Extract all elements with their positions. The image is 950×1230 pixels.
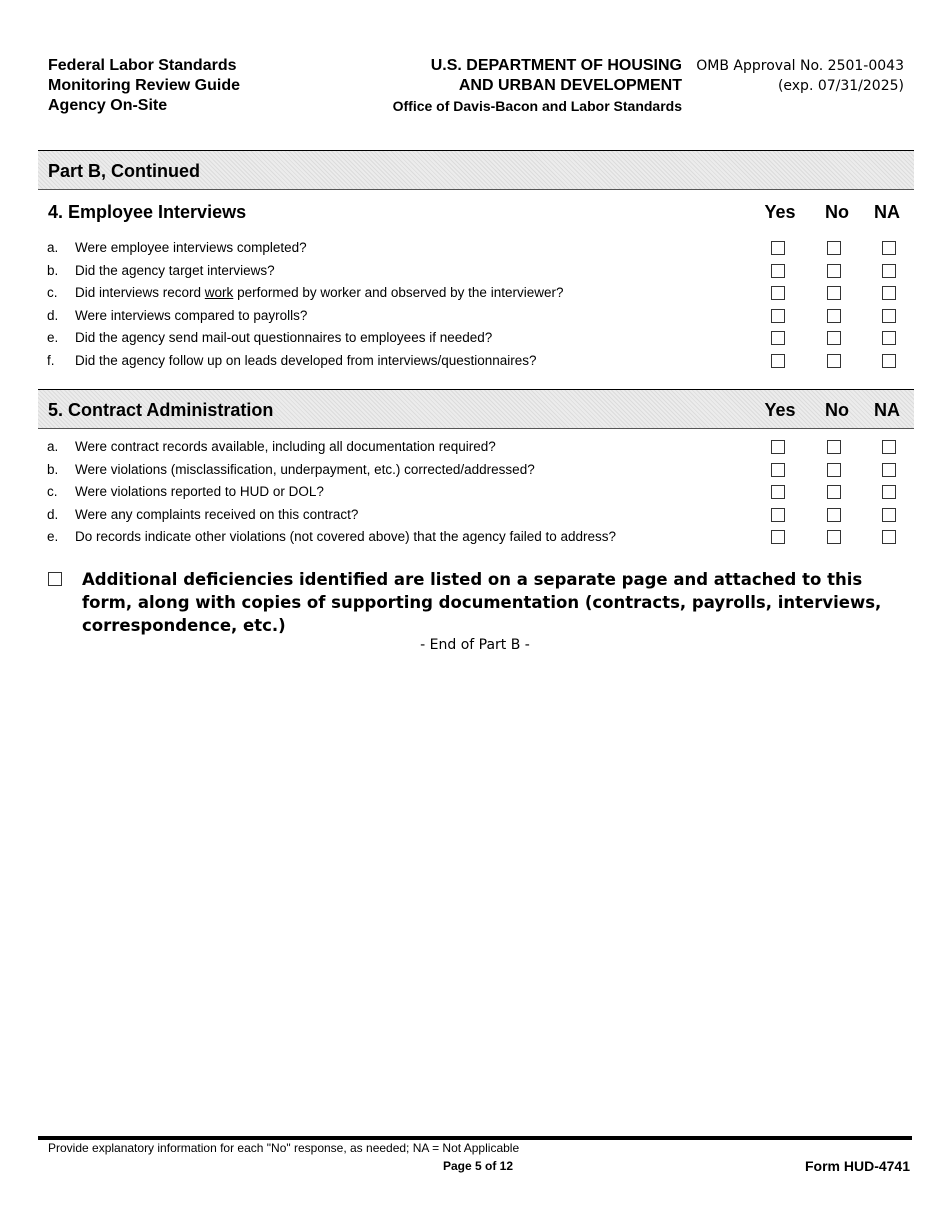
na-checkbox[interactable] [882, 485, 896, 499]
question-text: Did the agency target interviews? [75, 262, 275, 278]
question-text-start: Did interviews record [75, 285, 205, 301]
question-letter: b. [47, 461, 59, 477]
na-checkbox[interactable] [882, 530, 896, 544]
na-checkbox[interactable] [882, 331, 896, 345]
na-checkbox[interactable] [882, 508, 896, 522]
na-checkbox[interactable] [882, 354, 896, 368]
na-checkbox[interactable] [882, 286, 896, 300]
na-checkbox[interactable] [882, 241, 896, 255]
no-checkbox[interactable] [827, 485, 841, 499]
na-checkbox[interactable] [882, 440, 896, 454]
column-na-header: NA [874, 400, 900, 420]
question-row [38, 260, 914, 283]
question-text: Were any complaints received on this contract? [75, 506, 359, 522]
question-letter: f. [47, 352, 55, 368]
question-row [38, 237, 914, 260]
question-row [38, 350, 914, 373]
question-row [38, 526, 914, 549]
footer-note: Provide explanatory information for each "No" response, as needed; NA = Not Applicable [48, 1141, 520, 1155]
question-text: Do records indicate other violations (not covered above) that the agency failed to address? [75, 529, 617, 545]
question-letter: a. [47, 240, 59, 255]
no-checkbox[interactable] [827, 286, 841, 300]
omb-approval [696, 56, 904, 96]
question-letter: c. [47, 285, 58, 301]
question-row [38, 327, 914, 350]
question-text-underlined: work [204, 285, 234, 301]
department-heading [300, 56, 682, 116]
question-row [38, 436, 914, 459]
no-checkbox[interactable] [827, 463, 841, 477]
form-title-line: Federal Labor Standards [48, 57, 237, 74]
section-title: 4. Employee Interviews [48, 202, 247, 222]
no-checkbox[interactable] [827, 264, 841, 278]
na-checkbox[interactable] [882, 264, 896, 278]
yes-checkbox[interactable] [771, 286, 785, 300]
column-no-header: No [825, 202, 849, 222]
question-text: Were violations (misclassification, underpayment, etc.) corrected/addressed? [75, 461, 535, 477]
part-header-bar [38, 150, 914, 190]
form-number: Form HUD-4741 [804, 1158, 910, 1174]
yes-checkbox[interactable] [771, 485, 785, 499]
footer-rule [38, 1136, 912, 1140]
question-row [38, 459, 914, 482]
form-title-line: Agency On-Site [48, 97, 168, 114]
question-text: Did the agency send mail-out questionnaires to employees if needed? [75, 330, 493, 346]
yes-checkbox[interactable] [771, 508, 785, 522]
question-letter: e. [47, 529, 59, 545]
no-checkbox[interactable] [827, 508, 841, 522]
office-name: Office of Davis-Bacon and Labor Standards [392, 98, 682, 114]
form-title [48, 56, 240, 116]
question-text: Were contract records available, including all documentation required? [75, 439, 496, 454]
yes-checkbox[interactable] [771, 440, 785, 454]
no-checkbox[interactable] [827, 331, 841, 345]
section-title: 5. Contract Administration [48, 400, 274, 420]
section-contract-administration [38, 389, 914, 549]
page-number: Page 5 of 12 [442, 1159, 514, 1173]
section-header [38, 389, 914, 429]
question-letter: a. [47, 439, 59, 454]
yes-checkbox[interactable] [771, 241, 785, 255]
section-employee-interviews [38, 192, 914, 373]
question-text: Were interviews compared to payrolls? [75, 307, 308, 323]
form-title-line: Monitoring Review Guide [48, 77, 241, 94]
question-letter: d. [47, 307, 59, 323]
question-letter: c. [47, 484, 58, 500]
end-of-part-text: - End of Part B - [420, 637, 530, 653]
question-text-end: performed by worker and observed by the interviewer? [233, 285, 564, 301]
part-title: Part B, Continued [48, 161, 200, 181]
omb-expiration: (exp. 07/31/2025) [777, 78, 904, 94]
question-text: Were violations reported to HUD or DOL? [75, 484, 324, 500]
additional-deficiencies-text: Additional deficiencies identified are listed on a separate page and attached to this form, along with copies of supporting documentation (contracts, payrolls, interviews, correspondence, etc.) [82, 570, 882, 635]
yes-checkbox[interactable] [771, 354, 785, 368]
omb-number: OMB Approval No. 2501-0043 [696, 58, 904, 74]
no-checkbox[interactable] [827, 241, 841, 255]
question-row [38, 282, 914, 305]
question-letter: e. [47, 330, 59, 346]
yes-checkbox[interactable] [771, 309, 785, 323]
no-checkbox[interactable] [827, 354, 841, 368]
no-checkbox[interactable] [827, 530, 841, 544]
yes-checkbox[interactable] [771, 530, 785, 544]
department-line-1: U.S. DEPARTMENT OF HOUSING [430, 57, 682, 74]
yes-checkbox[interactable] [771, 463, 785, 477]
question-row [38, 305, 914, 328]
yes-checkbox[interactable] [771, 264, 785, 278]
question-letter: b. [47, 262, 59, 278]
column-yes-header: Yes [764, 202, 796, 222]
na-checkbox[interactable] [882, 463, 896, 477]
question-row [38, 504, 914, 527]
column-no-header: No [825, 400, 849, 420]
no-checkbox[interactable] [827, 309, 841, 323]
question-row [38, 481, 914, 504]
question-letter: d. [47, 506, 59, 522]
department-line-2: AND URBAN DEVELOPMENT [458, 77, 682, 94]
yes-checkbox[interactable] [771, 331, 785, 345]
question-text: Did the agency follow up on leads developed from interviews/questionnaires? [75, 352, 537, 368]
additional-deficiencies-checkbox[interactable] [48, 572, 62, 586]
na-checkbox[interactable] [882, 309, 896, 323]
no-checkbox[interactable] [827, 440, 841, 454]
column-na-header: NA [874, 202, 900, 222]
question-text [75, 285, 563, 300]
question-text: Were employee interviews completed? [75, 240, 307, 255]
section-header [38, 192, 914, 232]
column-yes-header: Yes [764, 400, 796, 420]
